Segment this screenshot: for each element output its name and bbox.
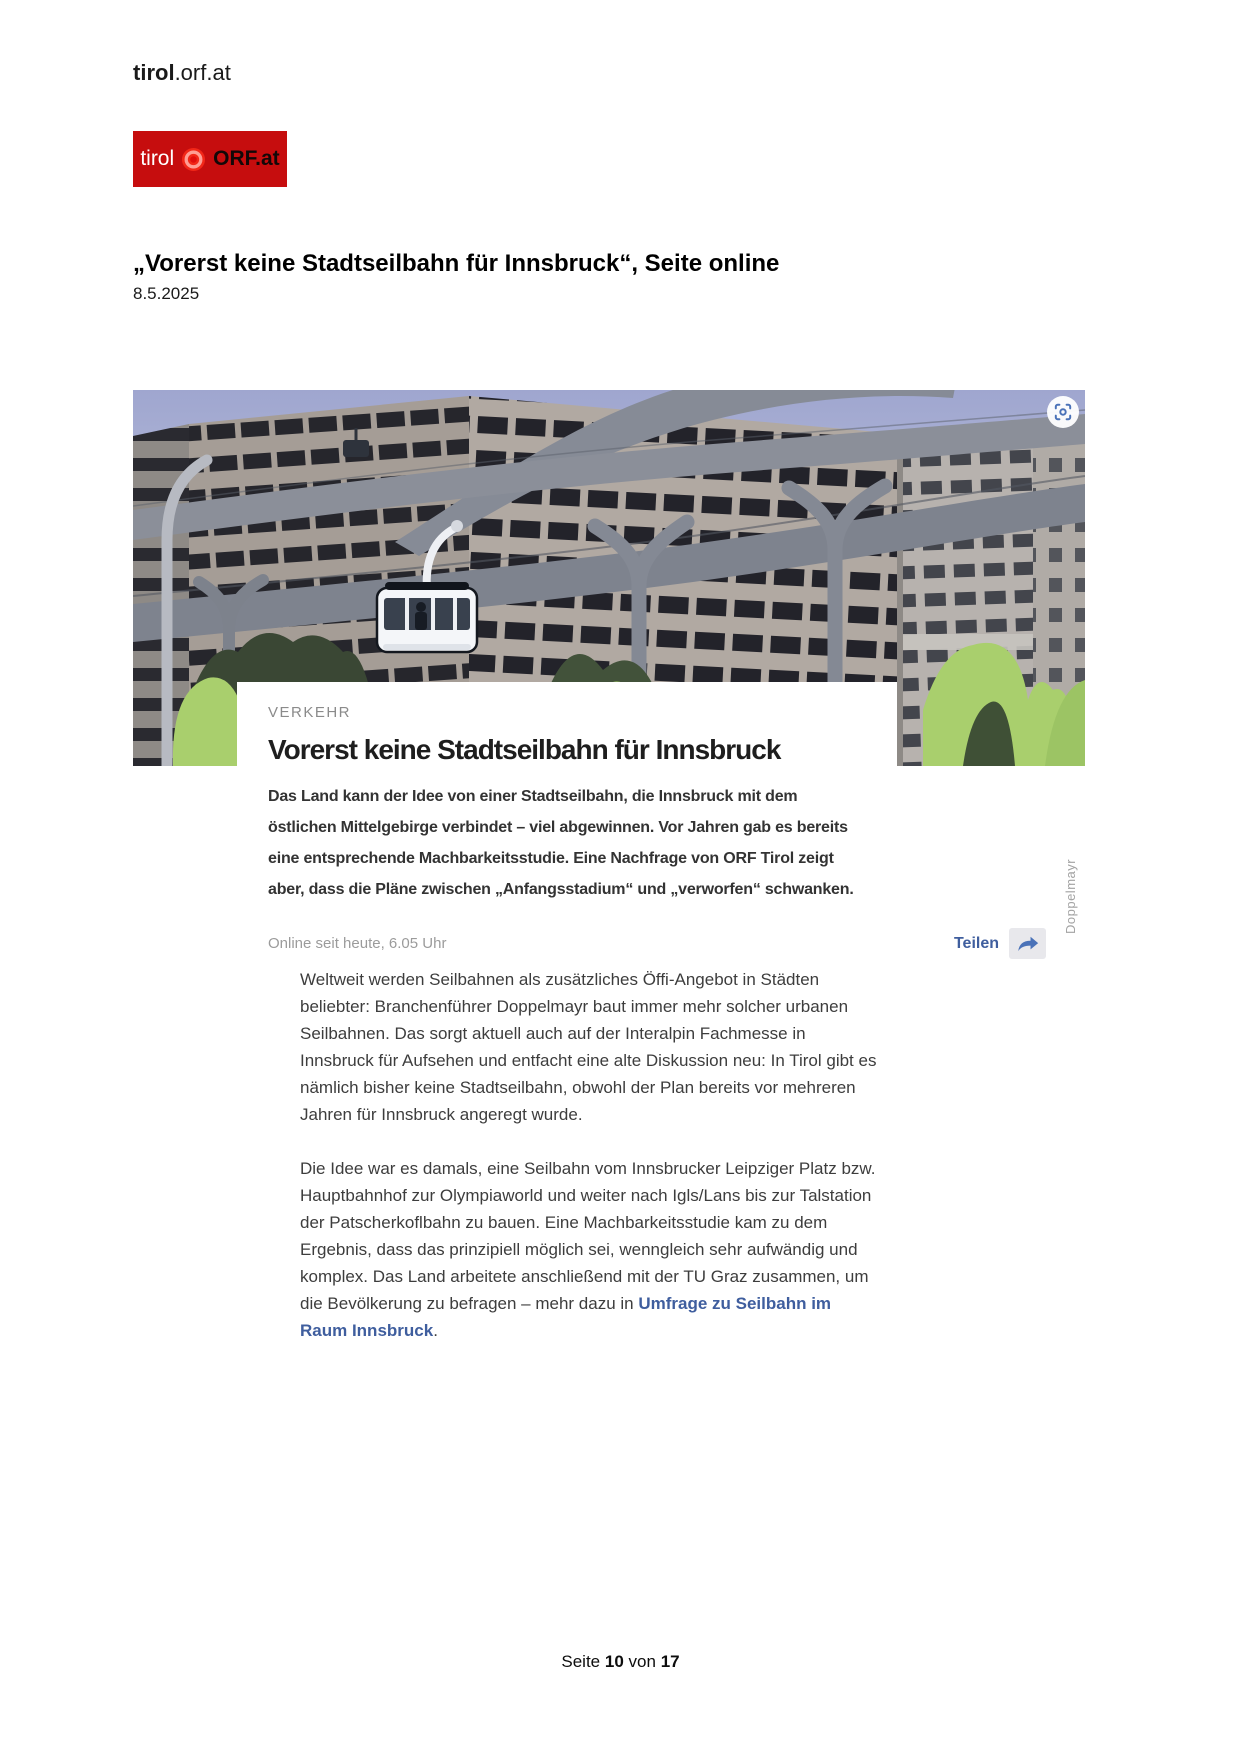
share-button[interactable] [1009,928,1046,959]
share-control[interactable] [954,928,1046,959]
article-body [300,966,882,1371]
body-paragraph-1: Weltweit werden Seilbahnen als zusätzliches Öffi-Angebot in Städten beliebter: Branchenführer Doppelmayr baut immer mehr solcher urbanen Seilbahnen. Das sorgt aktuell auch auf der Interalpin Fachmesse in Innsbruck für Aufsehen und entfacht eine alte Diskussion neu: In Tirol gibt es nämlich bisher keine Stadtseilbahn, obwohl der Plan bereits vor mehreren Jahren für Innsbruck angeregt wurde. [300,970,877,1124]
body-paragraph-2 [300,1155,882,1344]
article-lead: Das Land kann der Idee von einer Stadtseilbahn, die Innsbruck mit dem östlichen Mittelgebirge verbindet – viel abgewinnen. Vor Jahren gab es bereits eine entsprechende Machbarkeitsstudie. Eine Nachfrage von ORF Tirol zeigt aber, dass die Pläne zwischen „Anfangsstadium“ und „verworfen“ schwanken. [268,788,854,898]
image-credit: Doppelmayr [1063,858,1078,934]
document-title: „Vorerst keine Stadtseilbahn für Innsbruck“, Seite online [133,250,780,277]
body-paragraph-2-text: Die Idee war es damals, eine Seilbahn vom Innsbrucker Leipziger Platz bzw. Hauptbahnhof zur Olympiaworld und weiter nach Igls/Lans bis zur Talstation der Patscherkoflbahn zu bauen. Eine Machbarkeitsstudie kam zu dem Ergebnis, dass das prinzipiell möglich sei, wenngleich sehr aufwändig und komplex. Das Land arbeitete anschließend mit der TU Graz zusammen, um die Bevölkerung zu befragen – mehr dazu in [300,1159,876,1313]
site-url-domain: tirol [133,60,175,85]
tirol-orf-logo[interactable] [133,131,287,187]
logo-orf-text: ORF.at [213,147,280,170]
viewfinder-icon [1054,403,1072,421]
share-label[interactable]: Teilen [953,934,999,952]
footer-prefix: Seite [561,1652,601,1671]
site-url [133,60,231,86]
footer-infix: von [628,1652,656,1671]
share-arrow-icon [1017,935,1039,952]
image-zoom-button[interactable] [1047,396,1079,428]
article-card [237,682,897,909]
publish-time: Online seit heute, 6.05 Uhr [268,935,447,952]
related-article-link[interactable]: Umfrage zu Seilbahn im Raum Innsbruck [300,1294,832,1340]
category-label: VERKEHR [268,704,352,721]
orf-target-icon [181,147,206,172]
link-period: . [433,1321,438,1340]
article-headline: Vorerst keine Stadtseilbahn für Innsbruck [268,734,781,765]
article-meta-row [268,928,1046,959]
footer-page-number: 10 [604,1652,624,1671]
site-url-suffix: .orf.at [174,60,231,85]
document-date: 8.5.2025 [133,284,200,303]
page-number-footer [0,1652,1241,1672]
logo-tirol-text: tirol [140,147,175,170]
footer-total-pages: 17 [660,1652,680,1671]
